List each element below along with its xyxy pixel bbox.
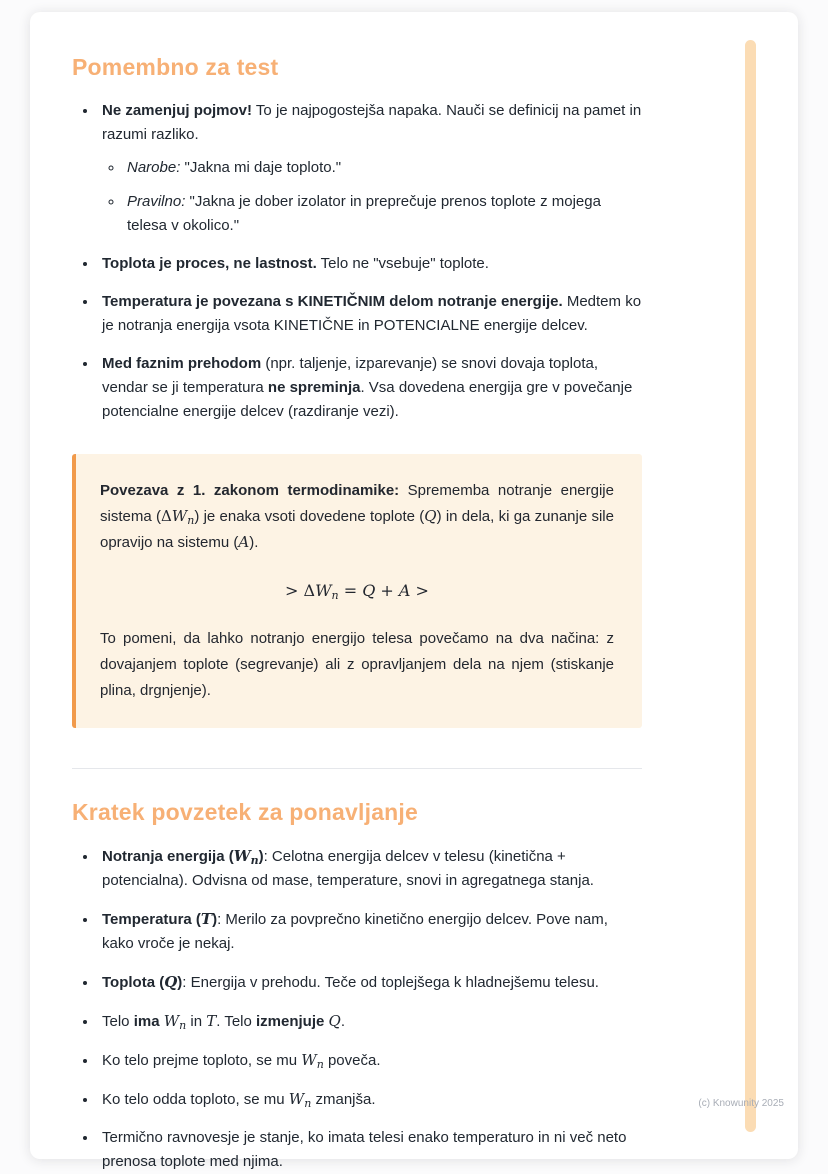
bullet-bold-lead: Notranja energija ( [102,847,234,865]
bullet-bold-lead: Toplota ( [102,973,165,991]
text-segment: : Merilo za povprečno kinetično energijo delcev. Pove nam, kako vroče je nekaj. [102,910,608,952]
text-segment: (npr. taljenje, izparevanje) se snovi dovaja toplota, vendar se ji temperatura [102,355,599,396]
text-segment: ) in dela, ki ga zunanje sile opravijo na sistemu ( [100,507,614,551]
text-segment: . Vsa dovedena energija gre v povečanje potencialne energije delcev (razdiranje vezi). [102,379,633,420]
text-segment: > [285,581,304,601]
bullet-bold-lead: ) [258,847,264,865]
text-segment: Telo ne "vsebuje" toplote. [316,255,489,272]
callout-paragraph [100,478,614,555]
math-var-Q: Q [328,1011,341,1030]
text-segment: = [338,581,363,601]
text-segment: + [375,581,399,601]
text-segment: "Jakna je dober izolator in preprečuje prenos toplote z mojega telesa v okolico." [127,193,601,234]
bullet-bold-lead: Temperatura ( [102,910,201,928]
list-item [98,252,642,276]
text-segment: Medtem ko je notranja energija vsota KINETIČNE in POTENCIALNE energije delcev. [102,293,642,334]
math-sub-n: n [179,1018,187,1032]
section-title-pomembno-za-test: Pomembno za test [72,54,279,80]
formula-first-law [100,581,614,603]
math-var-W: W [315,581,332,601]
bullet-bold-lead: Med faznim prehodom [102,355,262,372]
math-var-W: W [301,1050,317,1069]
text-segment: poveča. [323,1051,381,1069]
list-item [98,99,642,238]
text-segment: zmanjša. [311,1090,376,1108]
sub-list-item [124,190,642,238]
text-segment: : Energija v prehodu. Teče od toplejšega k hladnejšemu telesu. [182,973,599,991]
sub-list-item [124,156,642,180]
math-sub-n: n [331,589,339,603]
math-var-T: T [200,909,213,928]
page-content [30,12,798,1174]
sub-list [102,156,642,238]
math-var-Q: Q [362,581,376,601]
callout-bold-lead: Povezava z 1. zakonom termodinamike: [100,482,400,499]
list-item [98,1009,642,1034]
math-var-A: A [238,532,250,551]
list-item [98,290,642,338]
math-sub-n: n [187,513,195,527]
bullet-bold-lead: Temperatura je povezana s KINETIČNIM delom notranje energije. [102,293,563,310]
math-delta: Δ [303,581,316,601]
section-divider [72,768,642,769]
callout-paragraph: To pomeni, da lahko notranjo energijo telesa povečamo na dva načina: z dovajanjem toplote (segrevanje) ali z opravljanjem dela na njem (stiskanje plina, drgnjenje). [100,630,614,699]
sub-item-label: Narobe: [127,159,181,176]
text-segment: ) je enaka vsoti dovedene toplote ( [194,507,425,525]
math-var-A: A [398,581,411,601]
bullet-bold-lead: ) [177,973,183,991]
bullet-bold-inline: ima [133,1012,164,1030]
math-var-W: W [233,846,251,865]
bullet-bold-lead: Toplota je proces, ne lastnost. [102,255,317,272]
text-segment: Ko telo prejme toploto, se mu [102,1051,302,1069]
bullet-bold-inline: ne spreminja [267,379,361,396]
bullet-bold-lead: Ne zamenjuj pojmov! [102,102,253,119]
copyright-note: (c) Knowunity 2025 [698,1098,784,1109]
math-delta: Δ [160,506,172,525]
math-var-W: W [171,506,188,525]
math-var-T: T [206,1011,217,1030]
text-segment: Sprememba notranje energije sistema ( [100,482,614,525]
text-segment: To je najpogostejša napaka. Nauči se definicij na pamet in razumi razliko. [102,102,642,143]
summary-list [72,844,642,1174]
list-item [98,907,642,956]
math-var-Q: Q [164,972,178,991]
section-title-kratek-povzetek: Kratek povzetek za ponavljanje [72,798,419,825]
document-page [30,12,798,1170]
math-sub-n: n [304,1096,312,1110]
math-var-W: W [163,1011,180,1030]
text-segment: > [410,581,429,601]
text-segment: . [340,1012,346,1030]
text-segment: : Celotna energija delcev v telesu (kinetična + potencialna). Odvisna od mase, temperature, snovi in agregatnega stanja. [102,847,594,889]
callout-first-law [72,454,642,728]
text-segment: ). [249,533,259,551]
text-segment: Telo [102,1012,134,1030]
list-item [98,970,642,995]
list-item [98,1087,642,1112]
math-var-W: W [288,1089,305,1108]
math-var-Q: Q [424,506,437,525]
math-sub-n: n [250,853,259,867]
text-segment: "Jakna mi daje toploto." [180,159,342,176]
sub-item-label: Pravilno: [127,193,186,210]
bullet-bold-inline: izmenjuje [256,1012,329,1030]
text-segment: Ko telo odda toploto, se mu [102,1090,289,1108]
text-segment: Termično ravnovesje je stanje, ko imata telesi enako temperaturo in ni več neto prenosa toplote med njima. [102,1128,627,1170]
list-item [98,1126,642,1174]
list-item [98,352,642,424]
text-segment: . Telo [216,1012,256,1030]
math-sub-n: n [316,1057,324,1071]
bullet-bold-lead: ) [212,910,218,928]
test-tips-list [72,99,642,424]
list-item [98,844,642,893]
text-segment: in [186,1012,207,1030]
list-item [98,1048,642,1073]
